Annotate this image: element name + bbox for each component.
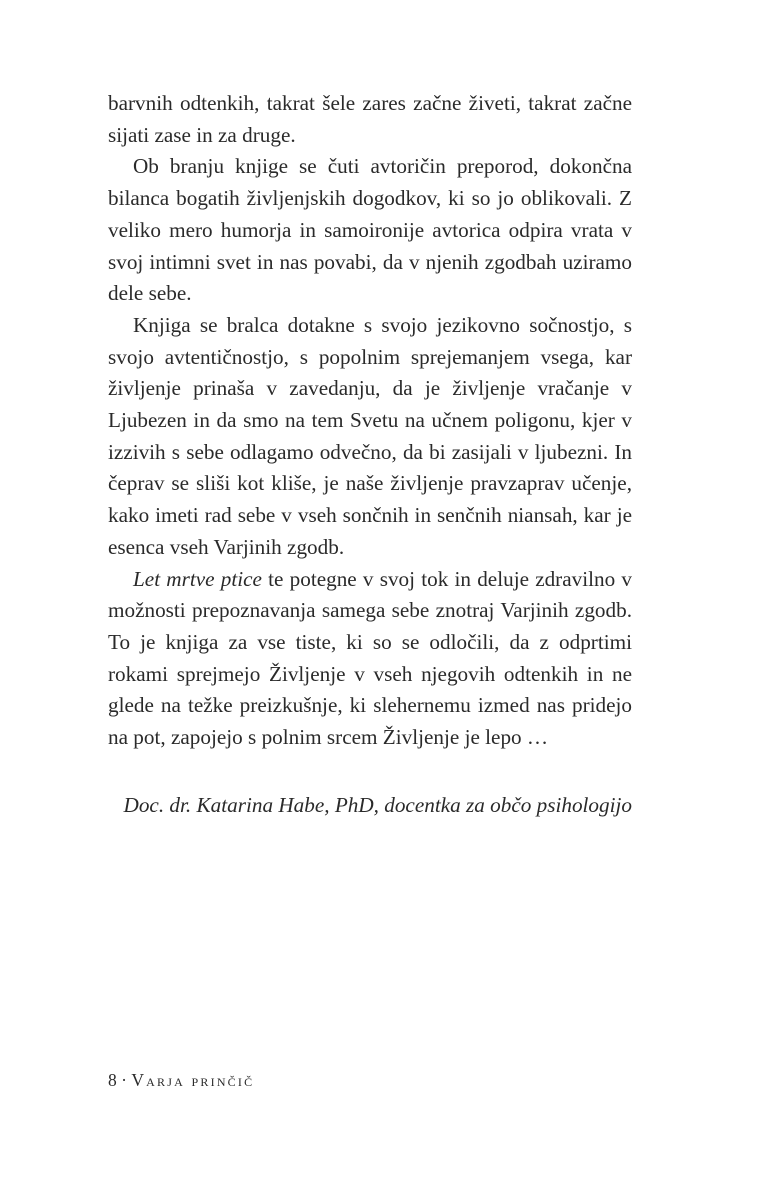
- book-title-italic: Let mrtve ptice: [133, 566, 262, 591]
- footer-separator: ·: [121, 1070, 127, 1090]
- author-signature: Doc. dr. Katarina Habe, PhD, docentka za občo psihologijo: [123, 793, 632, 817]
- running-title: Varja prinčič: [131, 1070, 255, 1090]
- page-number: 8: [108, 1070, 117, 1090]
- page-footer: [108, 1070, 254, 1091]
- paragraph-text: te potegne v svoj tok in deluje zdravilno v možnosti prepoznavanja samega sebe znotraj Varjinih zgodb. To je knjiga za vse tiste, ki so se odločili, da z odprtimi rokami sprejmejo Življenje v vseh njegovih odtenkih in ne glede na težke preizkušnje, ki slehernemu izmed nas pridejo na pot, zapojejo s polnim srcem Življenje je lepo …: [108, 566, 633, 750]
- paragraph-continued: barvnih odtenkih, takrat šele zares začne živeti, takrat začne sijati zase in za druge.: [108, 91, 632, 147]
- paragraph: Ob branju knjige se čuti avtoričin preporod, dokončna bilanca bogatih življenjskih dogodkov, ki so jo oblikovali. Z veliko mero humorja in samoironije avtorica odpira vrata v svoj intimni svet in nas povabi, da v njenih zgodbah uziramo dele sebe.: [108, 154, 632, 306]
- paragraph: Knjiga se bralca dotakne s svojo jezikovno sočnostjo, s svojo avtentičnostjo, s popolnim sprejemanjem vsega, kar življenje prinaša v zavedanju, da je življenje vračanje v Ljubezen in da smo na tem Svetu na učnem poligonu, kjer v izzivih s sebe odlagamo odvečno, da bi zasijali v ljubezni. In čeprav se sliši kot kliše, je naše življenje pravzaprav učenje, kako imeti rad sebe v vseh sončnih in senčnih niansah, kar je esenca vseh Varjinih zgodb.: [108, 312, 632, 559]
- paragraph: [108, 564, 632, 754]
- body-text: [108, 88, 632, 754]
